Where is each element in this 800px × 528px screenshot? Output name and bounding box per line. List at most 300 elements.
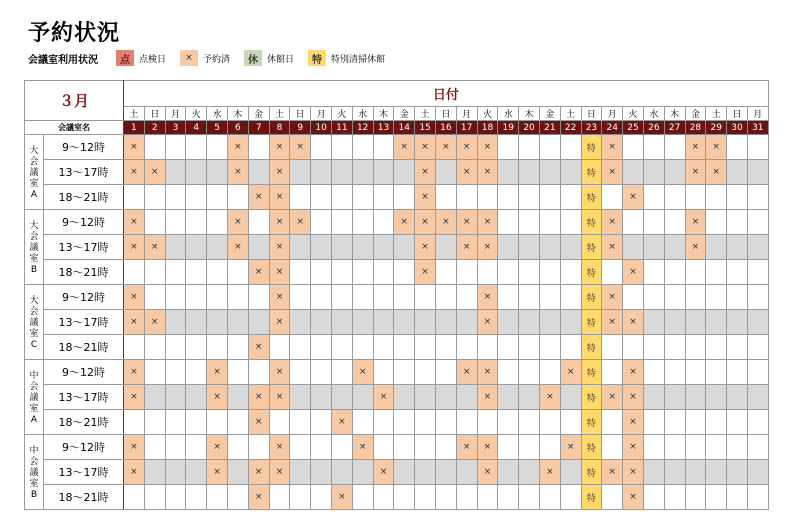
reservation-cell[interactable] xyxy=(560,335,581,360)
reservation-cell[interactable] xyxy=(747,460,768,485)
special-cleaning-cell[interactable]: 特 xyxy=(581,235,602,260)
reservation-cell[interactable] xyxy=(498,235,519,260)
booked-cell[interactable]: × xyxy=(207,435,228,460)
reservation-cell[interactable] xyxy=(435,385,456,410)
reservation-cell[interactable] xyxy=(685,285,706,310)
reservation-cell[interactable] xyxy=(415,410,436,435)
special-cleaning-cell[interactable]: 特 xyxy=(581,135,602,160)
reservation-cell[interactable] xyxy=(331,135,352,160)
reservation-cell[interactable] xyxy=(435,160,456,185)
booked-cell[interactable]: × xyxy=(124,235,145,260)
booked-cell[interactable]: × xyxy=(124,210,145,235)
reservation-cell[interactable] xyxy=(248,160,269,185)
booked-cell[interactable]: × xyxy=(248,410,269,435)
booked-cell[interactable]: × xyxy=(623,485,644,510)
reservation-cell[interactable] xyxy=(727,335,748,360)
reservation-cell[interactable] xyxy=(435,285,456,310)
reservation-cell[interactable] xyxy=(643,285,664,310)
reservation-cell[interactable] xyxy=(373,435,394,460)
reservation-cell[interactable] xyxy=(643,160,664,185)
reservation-cell[interactable] xyxy=(664,285,685,310)
reservation-cell[interactable] xyxy=(664,235,685,260)
reservation-cell[interactable] xyxy=(394,235,415,260)
reservation-cell[interactable] xyxy=(747,235,768,260)
reservation-cell[interactable] xyxy=(664,260,685,285)
reservation-cell[interactable] xyxy=(144,185,165,210)
reservation-cell[interactable] xyxy=(290,485,311,510)
booked-cell[interactable]: × xyxy=(415,160,436,185)
reservation-cell[interactable] xyxy=(186,360,207,385)
reservation-cell[interactable] xyxy=(727,385,748,410)
reservation-cell[interactable] xyxy=(227,385,248,410)
booked-cell[interactable]: × xyxy=(248,335,269,360)
reservation-cell[interactable] xyxy=(727,310,748,335)
booked-cell[interactable]: × xyxy=(456,160,477,185)
reservation-cell[interactable] xyxy=(539,160,560,185)
booked-cell[interactable]: × xyxy=(269,285,290,310)
reservation-cell[interactable] xyxy=(498,260,519,285)
reservation-cell[interactable] xyxy=(248,210,269,235)
reservation-cell[interactable] xyxy=(331,310,352,335)
booked-cell[interactable]: × xyxy=(124,285,145,310)
reservation-cell[interactable] xyxy=(602,485,623,510)
booked-cell[interactable]: × xyxy=(602,210,623,235)
booked-cell[interactable]: × xyxy=(248,385,269,410)
reservation-cell[interactable] xyxy=(394,310,415,335)
reservation-cell[interactable] xyxy=(331,185,352,210)
reservation-cell[interactable] xyxy=(373,360,394,385)
reservation-cell[interactable] xyxy=(643,310,664,335)
reservation-cell[interactable] xyxy=(706,485,727,510)
reservation-cell[interactable] xyxy=(165,185,186,210)
special-cleaning-cell[interactable]: 特 xyxy=(581,360,602,385)
reservation-cell[interactable] xyxy=(706,235,727,260)
reservation-cell[interactable] xyxy=(727,185,748,210)
reservation-cell[interactable] xyxy=(352,335,373,360)
reservation-cell[interactable] xyxy=(539,260,560,285)
booked-cell[interactable]: × xyxy=(456,360,477,385)
reservation-cell[interactable] xyxy=(373,410,394,435)
reservation-cell[interactable] xyxy=(685,485,706,510)
booked-cell[interactable]: × xyxy=(623,185,644,210)
booked-cell[interactable]: × xyxy=(477,285,498,310)
reservation-cell[interactable] xyxy=(248,135,269,160)
special-cleaning-cell[interactable]: 特 xyxy=(581,385,602,410)
reservation-cell[interactable] xyxy=(394,435,415,460)
reservation-cell[interactable] xyxy=(415,310,436,335)
reservation-cell[interactable] xyxy=(623,235,644,260)
reservation-cell[interactable] xyxy=(165,360,186,385)
reservation-cell[interactable] xyxy=(124,485,145,510)
booked-cell[interactable]: × xyxy=(602,160,623,185)
reservation-cell[interactable] xyxy=(373,310,394,335)
reservation-cell[interactable] xyxy=(685,385,706,410)
booked-cell[interactable]: × xyxy=(290,210,311,235)
reservation-cell[interactable] xyxy=(623,210,644,235)
reservation-cell[interactable] xyxy=(165,285,186,310)
reservation-cell[interactable] xyxy=(165,210,186,235)
reservation-cell[interactable] xyxy=(311,160,332,185)
reservation-cell[interactable] xyxy=(394,335,415,360)
reservation-cell[interactable] xyxy=(331,285,352,310)
reservation-cell[interactable] xyxy=(435,460,456,485)
reservation-cell[interactable] xyxy=(539,360,560,385)
reservation-cell[interactable] xyxy=(498,385,519,410)
reservation-cell[interactable] xyxy=(602,335,623,360)
reservation-cell[interactable] xyxy=(394,460,415,485)
reservation-cell[interactable] xyxy=(311,410,332,435)
booked-cell[interactable]: × xyxy=(456,435,477,460)
reservation-cell[interactable] xyxy=(186,410,207,435)
reservation-cell[interactable] xyxy=(519,485,540,510)
reservation-cell[interactable] xyxy=(539,185,560,210)
reservation-cell[interactable] xyxy=(227,310,248,335)
reservation-cell[interactable] xyxy=(519,310,540,335)
reservation-cell[interactable] xyxy=(519,335,540,360)
reservation-cell[interactable] xyxy=(373,235,394,260)
reservation-cell[interactable] xyxy=(498,185,519,210)
reservation-cell[interactable] xyxy=(727,210,748,235)
reservation-cell[interactable] xyxy=(664,385,685,410)
reservation-cell[interactable] xyxy=(227,460,248,485)
reservation-cell[interactable] xyxy=(311,235,332,260)
reservation-cell[interactable] xyxy=(643,435,664,460)
reservation-cell[interactable] xyxy=(415,360,436,385)
reservation-cell[interactable] xyxy=(207,260,228,285)
reservation-cell[interactable] xyxy=(477,260,498,285)
reservation-cell[interactable] xyxy=(227,260,248,285)
reservation-cell[interactable] xyxy=(290,410,311,435)
reservation-cell[interactable] xyxy=(165,435,186,460)
booked-cell[interactable]: × xyxy=(394,135,415,160)
booked-cell[interactable]: × xyxy=(269,235,290,260)
reservation-cell[interactable] xyxy=(186,285,207,310)
reservation-cell[interactable] xyxy=(415,385,436,410)
booked-cell[interactable]: × xyxy=(394,210,415,235)
reservation-cell[interactable] xyxy=(207,410,228,435)
booked-cell[interactable]: × xyxy=(477,385,498,410)
reservation-cell[interactable] xyxy=(602,260,623,285)
booked-cell[interactable]: × xyxy=(352,360,373,385)
booked-cell[interactable]: × xyxy=(269,185,290,210)
reservation-cell[interactable] xyxy=(311,460,332,485)
reservation-cell[interactable] xyxy=(186,210,207,235)
reservation-cell[interactable] xyxy=(352,210,373,235)
reservation-cell[interactable] xyxy=(539,135,560,160)
booked-cell[interactable]: × xyxy=(124,385,145,410)
booked-cell[interactable]: × xyxy=(124,435,145,460)
booked-cell[interactable]: × xyxy=(415,260,436,285)
reservation-cell[interactable] xyxy=(290,160,311,185)
reservation-cell[interactable] xyxy=(165,235,186,260)
booked-cell[interactable]: × xyxy=(248,185,269,210)
reservation-cell[interactable] xyxy=(477,485,498,510)
reservation-cell[interactable] xyxy=(165,335,186,360)
reservation-cell[interactable] xyxy=(331,160,352,185)
reservation-cell[interactable] xyxy=(560,235,581,260)
reservation-cell[interactable] xyxy=(747,385,768,410)
reservation-cell[interactable] xyxy=(207,185,228,210)
reservation-cell[interactable] xyxy=(435,435,456,460)
reservation-cell[interactable] xyxy=(727,485,748,510)
reservation-cell[interactable] xyxy=(207,485,228,510)
special-cleaning-cell[interactable]: 特 xyxy=(581,285,602,310)
booked-cell[interactable]: × xyxy=(144,235,165,260)
booked-cell[interactable]: × xyxy=(207,460,228,485)
reservation-cell[interactable] xyxy=(124,185,145,210)
reservation-cell[interactable] xyxy=(706,360,727,385)
booked-cell[interactable]: × xyxy=(269,160,290,185)
reservation-cell[interactable] xyxy=(311,210,332,235)
booked-cell[interactable]: × xyxy=(373,460,394,485)
reservation-cell[interactable] xyxy=(498,485,519,510)
reservation-cell[interactable] xyxy=(706,410,727,435)
reservation-cell[interactable] xyxy=(311,385,332,410)
reservation-cell[interactable] xyxy=(456,485,477,510)
reservation-cell[interactable] xyxy=(435,485,456,510)
reservation-cell[interactable] xyxy=(477,185,498,210)
reservation-cell[interactable] xyxy=(352,260,373,285)
reservation-cell[interactable] xyxy=(498,160,519,185)
reservation-cell[interactable] xyxy=(290,360,311,385)
booked-cell[interactable]: × xyxy=(144,160,165,185)
reservation-cell[interactable] xyxy=(165,310,186,335)
reservation-cell[interactable] xyxy=(394,410,415,435)
reservation-cell[interactable] xyxy=(560,285,581,310)
booked-cell[interactable]: × xyxy=(477,235,498,260)
booked-cell[interactable]: × xyxy=(435,135,456,160)
reservation-cell[interactable] xyxy=(435,410,456,435)
special-cleaning-cell[interactable]: 特 xyxy=(581,460,602,485)
booked-cell[interactable]: × xyxy=(435,210,456,235)
booked-cell[interactable]: × xyxy=(685,210,706,235)
reservation-cell[interactable] xyxy=(560,410,581,435)
reservation-cell[interactable] xyxy=(560,460,581,485)
booked-cell[interactable]: × xyxy=(602,135,623,160)
reservation-cell[interactable] xyxy=(144,410,165,435)
booked-cell[interactable]: × xyxy=(456,135,477,160)
reservation-cell[interactable] xyxy=(643,385,664,410)
reservation-cell[interactable] xyxy=(186,385,207,410)
reservation-cell[interactable] xyxy=(519,360,540,385)
booked-cell[interactable]: × xyxy=(248,260,269,285)
reservation-cell[interactable] xyxy=(394,285,415,310)
booked-cell[interactable]: × xyxy=(477,310,498,335)
reservation-cell[interactable] xyxy=(560,210,581,235)
reservation-cell[interactable] xyxy=(207,285,228,310)
reservation-cell[interactable] xyxy=(747,135,768,160)
reservation-cell[interactable] xyxy=(664,460,685,485)
reservation-cell[interactable] xyxy=(664,335,685,360)
reservation-cell[interactable] xyxy=(186,160,207,185)
reservation-cell[interactable] xyxy=(706,285,727,310)
reservation-cell[interactable] xyxy=(311,360,332,385)
reservation-cell[interactable] xyxy=(706,460,727,485)
special-cleaning-cell[interactable]: 特 xyxy=(581,185,602,210)
reservation-cell[interactable] xyxy=(352,460,373,485)
reservation-cell[interactable] xyxy=(519,210,540,235)
reservation-cell[interactable] xyxy=(373,135,394,160)
booked-cell[interactable]: × xyxy=(477,360,498,385)
booked-cell[interactable]: × xyxy=(456,210,477,235)
reservation-cell[interactable] xyxy=(498,135,519,160)
reservation-cell[interactable] xyxy=(685,410,706,435)
reservation-cell[interactable] xyxy=(373,210,394,235)
reservation-cell[interactable] xyxy=(727,410,748,435)
booked-cell[interactable]: × xyxy=(685,160,706,185)
reservation-cell[interactable] xyxy=(643,410,664,435)
reservation-cell[interactable] xyxy=(165,485,186,510)
reservation-cell[interactable] xyxy=(248,360,269,385)
booked-cell[interactable]: × xyxy=(602,235,623,260)
reservation-cell[interactable] xyxy=(747,210,768,235)
booked-cell[interactable]: × xyxy=(227,210,248,235)
reservation-cell[interactable] xyxy=(435,360,456,385)
reservation-cell[interactable] xyxy=(186,235,207,260)
reservation-cell[interactable] xyxy=(623,135,644,160)
reservation-cell[interactable] xyxy=(560,260,581,285)
booked-cell[interactable]: × xyxy=(477,435,498,460)
reservation-cell[interactable] xyxy=(747,485,768,510)
special-cleaning-cell[interactable]: 特 xyxy=(581,310,602,335)
reservation-cell[interactable] xyxy=(435,235,456,260)
reservation-cell[interactable] xyxy=(727,160,748,185)
reservation-cell[interactable] xyxy=(186,310,207,335)
reservation-cell[interactable] xyxy=(727,285,748,310)
reservation-cell[interactable] xyxy=(727,235,748,260)
reservation-cell[interactable] xyxy=(498,310,519,335)
reservation-cell[interactable] xyxy=(311,485,332,510)
reservation-cell[interactable] xyxy=(435,310,456,335)
reservation-cell[interactable] xyxy=(435,185,456,210)
reservation-cell[interactable] xyxy=(643,260,664,285)
reservation-cell[interactable] xyxy=(144,460,165,485)
reservation-cell[interactable] xyxy=(456,385,477,410)
reservation-cell[interactable] xyxy=(685,185,706,210)
reservation-cell[interactable] xyxy=(144,435,165,460)
reservation-cell[interactable] xyxy=(331,385,352,410)
booked-cell[interactable]: × xyxy=(477,135,498,160)
reservation-cell[interactable] xyxy=(227,410,248,435)
reservation-cell[interactable] xyxy=(747,435,768,460)
reservation-cell[interactable] xyxy=(394,485,415,510)
booked-cell[interactable]: × xyxy=(269,135,290,160)
reservation-cell[interactable] xyxy=(144,360,165,385)
reservation-cell[interactable] xyxy=(331,435,352,460)
reservation-cell[interactable] xyxy=(727,460,748,485)
reservation-cell[interactable] xyxy=(248,285,269,310)
reservation-cell[interactable] xyxy=(352,235,373,260)
reservation-cell[interactable] xyxy=(290,435,311,460)
reservation-cell[interactable] xyxy=(519,410,540,435)
booked-cell[interactable]: × xyxy=(124,310,145,335)
reservation-cell[interactable] xyxy=(643,460,664,485)
reservation-cell[interactable] xyxy=(394,185,415,210)
reservation-cell[interactable] xyxy=(539,335,560,360)
booked-cell[interactable]: × xyxy=(331,410,352,435)
reservation-cell[interactable] xyxy=(498,285,519,310)
booked-cell[interactable]: × xyxy=(207,360,228,385)
booked-cell[interactable]: × xyxy=(290,135,311,160)
booked-cell[interactable]: × xyxy=(124,160,145,185)
reservation-cell[interactable] xyxy=(311,335,332,360)
reservation-cell[interactable] xyxy=(352,160,373,185)
reservation-cell[interactable] xyxy=(643,135,664,160)
reservation-cell[interactable] xyxy=(290,285,311,310)
booked-cell[interactable]: × xyxy=(706,135,727,160)
reservation-cell[interactable] xyxy=(664,185,685,210)
booked-cell[interactable]: × xyxy=(124,135,145,160)
booked-cell[interactable]: × xyxy=(685,235,706,260)
booked-cell[interactable]: × xyxy=(685,135,706,160)
reservation-cell[interactable] xyxy=(456,260,477,285)
special-cleaning-cell[interactable]: 特 xyxy=(581,260,602,285)
reservation-cell[interactable] xyxy=(643,360,664,385)
booked-cell[interactable]: × xyxy=(124,360,145,385)
booked-cell[interactable]: × xyxy=(560,360,581,385)
reservation-cell[interactable] xyxy=(539,410,560,435)
reservation-cell[interactable] xyxy=(747,260,768,285)
reservation-cell[interactable] xyxy=(373,485,394,510)
reservation-cell[interactable] xyxy=(664,310,685,335)
booked-cell[interactable]: × xyxy=(144,310,165,335)
reservation-cell[interactable] xyxy=(248,310,269,335)
reservation-cell[interactable] xyxy=(144,260,165,285)
reservation-cell[interactable] xyxy=(519,385,540,410)
booked-cell[interactable]: × xyxy=(623,410,644,435)
reservation-cell[interactable] xyxy=(456,460,477,485)
reservation-cell[interactable] xyxy=(290,385,311,410)
booked-cell[interactable]: × xyxy=(415,185,436,210)
reservation-cell[interactable] xyxy=(186,460,207,485)
booked-cell[interactable]: × xyxy=(352,435,373,460)
reservation-cell[interactable] xyxy=(352,485,373,510)
reservation-cell[interactable] xyxy=(165,385,186,410)
reservation-cell[interactable] xyxy=(144,285,165,310)
reservation-cell[interactable] xyxy=(207,210,228,235)
reservation-cell[interactable] xyxy=(519,260,540,285)
booked-cell[interactable]: × xyxy=(415,210,436,235)
booked-cell[interactable]: × xyxy=(373,385,394,410)
reservation-cell[interactable] xyxy=(623,335,644,360)
booked-cell[interactable]: × xyxy=(623,260,644,285)
reservation-cell[interactable] xyxy=(519,235,540,260)
reservation-cell[interactable] xyxy=(643,335,664,360)
reservation-cell[interactable] xyxy=(352,310,373,335)
booked-cell[interactable]: × xyxy=(227,135,248,160)
booked-cell[interactable]: × xyxy=(331,485,352,510)
reservation-cell[interactable] xyxy=(685,460,706,485)
reservation-cell[interactable] xyxy=(539,310,560,335)
reservation-cell[interactable] xyxy=(539,235,560,260)
reservation-cell[interactable] xyxy=(727,135,748,160)
booked-cell[interactable]: × xyxy=(415,235,436,260)
reservation-cell[interactable] xyxy=(664,410,685,435)
reservation-cell[interactable] xyxy=(207,160,228,185)
booked-cell[interactable]: × xyxy=(124,460,145,485)
reservation-cell[interactable] xyxy=(165,260,186,285)
reservation-cell[interactable] xyxy=(706,310,727,335)
booked-cell[interactable]: × xyxy=(539,385,560,410)
reservation-cell[interactable] xyxy=(415,460,436,485)
special-cleaning-cell[interactable]: 特 xyxy=(581,435,602,460)
booked-cell[interactable]: × xyxy=(456,235,477,260)
reservation-cell[interactable] xyxy=(664,435,685,460)
booked-cell[interactable]: × xyxy=(269,210,290,235)
reservation-cell[interactable] xyxy=(456,285,477,310)
reservation-cell[interactable] xyxy=(456,310,477,335)
booked-cell[interactable]: × xyxy=(248,485,269,510)
